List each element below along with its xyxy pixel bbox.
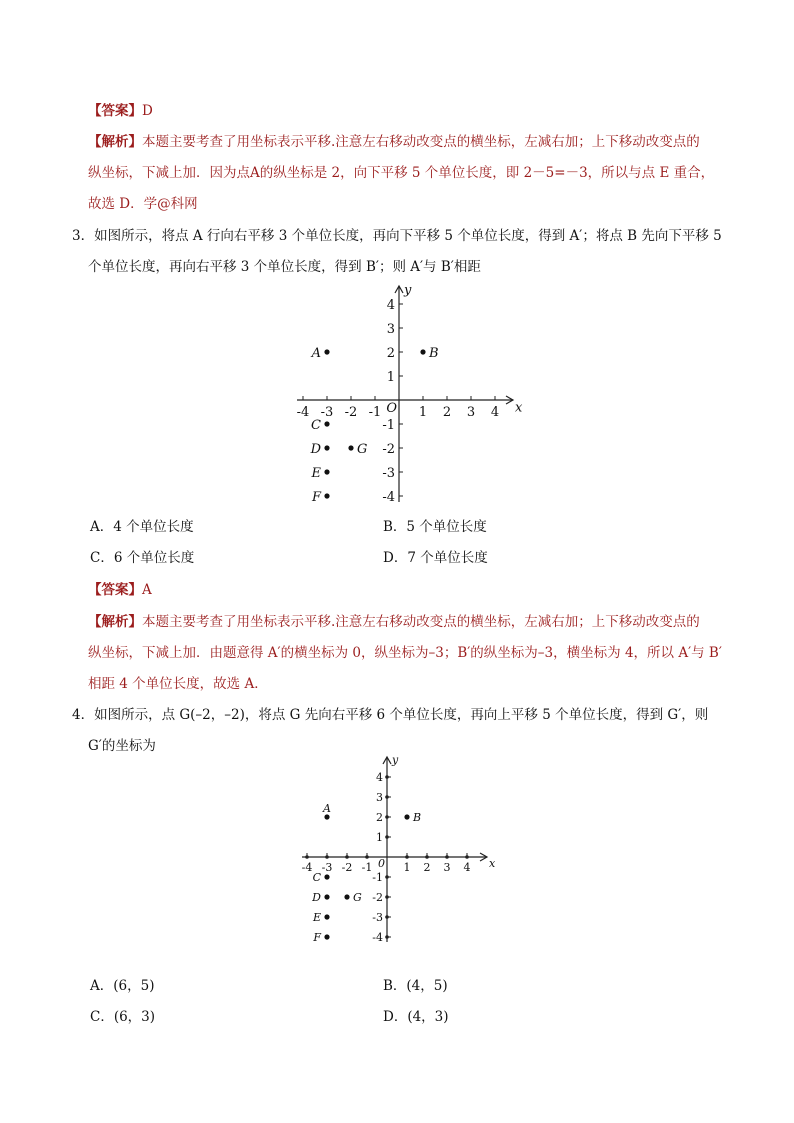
q4-option-d[interactable]: D．(4，3): [383, 1009, 449, 1025]
point-a: [324, 814, 329, 819]
y-tick-dot: [385, 775, 389, 779]
point-b: [404, 814, 409, 819]
point-label-a: A: [323, 802, 331, 815]
y-tick-label: -1: [372, 871, 383, 885]
q3-text-line-1: 3．如图所示，将点 A 行向右平移 3 个单位长度，再向下平移 5 个单位长度，得到 A′；将点 B 先向下平移 5: [72, 228, 722, 244]
q4-option-b[interactable]: B．(4，5): [383, 978, 448, 994]
point-label-e: E: [312, 911, 321, 925]
x-axis-label: x: [515, 400, 523, 416]
x-tick-dot: [405, 855, 409, 859]
x-tick-dot: [345, 855, 349, 859]
point-label-f: F: [311, 489, 321, 505]
q3-coordinate-chart: [292, 283, 522, 505]
y-tick-label: 1: [386, 369, 395, 385]
point-label-f: F: [313, 931, 321, 945]
point-label-b: B: [413, 811, 422, 825]
y-tick-label: -4: [372, 931, 383, 945]
y-tick-label: -1: [382, 417, 395, 433]
x-tick-dot: [325, 855, 329, 859]
q3-option-b[interactable]: B．5 个单位长度: [383, 519, 487, 535]
prev-analysis-line-3: 故选 D．学@科网: [88, 196, 198, 212]
x-tick-label: -2: [344, 405, 358, 420]
x-tick-label: 3: [466, 405, 476, 420]
y-tick-label: 3: [376, 791, 383, 805]
x-tick-label: 4: [463, 861, 471, 874]
x-tick-dot: [425, 855, 429, 859]
point-f: [324, 493, 329, 498]
point-d: [324, 894, 329, 899]
point-label-c: C: [312, 871, 321, 885]
point-g: [348, 445, 353, 450]
analysis-tag: 【解析】: [88, 614, 142, 630]
point-label-b: B: [429, 345, 439, 361]
point-a: [324, 349, 329, 354]
x-tick-label: -3: [320, 405, 334, 420]
y-tick-dot: [385, 935, 389, 939]
x-tick-label: -3: [321, 861, 333, 874]
point-e: [324, 469, 329, 474]
point-b: [420, 349, 425, 354]
point-label-g: G: [357, 441, 368, 457]
x-tick-dot: [305, 855, 309, 859]
point-label-e: E: [311, 465, 321, 481]
y-tick-label: 4: [386, 297, 395, 313]
y-tick-label: -3: [382, 465, 395, 481]
q3-option-c[interactable]: C．6 个单位长度: [90, 550, 195, 566]
origin-label: O: [386, 401, 397, 416]
y-axis-label: y: [404, 282, 412, 298]
x-tick-label: -1: [361, 861, 373, 874]
y-tick-label: 4: [376, 771, 383, 785]
x-tick-label: 1: [403, 861, 411, 874]
y-tick-dot: [385, 795, 389, 799]
q3-answer: [88, 580, 152, 600]
point-c: [324, 421, 329, 426]
y-tick-dot: [385, 875, 389, 879]
prev-answer: [88, 101, 153, 121]
q3-option-a[interactable]: A．4 个单位长度: [90, 519, 194, 535]
point-label-c: C: [311, 417, 321, 433]
q4-text-line-2: G′的坐标为: [88, 738, 156, 754]
x-tick-dot: [465, 855, 469, 859]
answer-value: A: [142, 582, 152, 598]
y-tick-label: 3: [386, 321, 395, 337]
y-axis-label: y: [392, 753, 399, 767]
y-tick-dot: [385, 895, 389, 899]
point-g: [344, 894, 349, 899]
x-tick-label: 2: [442, 405, 452, 420]
q4-text-line-1: 4．如图所示，点 G(–2，–2)，将点 G 先向右平移 6 个单位长度，再向上平移 5 个单位长度，得到 G′，则: [72, 707, 709, 723]
q4-option-c[interactable]: C．(6，3): [90, 1009, 156, 1025]
analysis-tag: 【解析】: [88, 134, 142, 150]
answer-tag: 【答案】: [88, 103, 142, 119]
answer-tag: 【答案】: [88, 582, 142, 598]
q3-analysis-line-1: [88, 612, 700, 632]
x-tick-label: -4: [296, 405, 310, 420]
x-tick-label: 3: [443, 861, 451, 874]
y-tick-dot: [385, 835, 389, 839]
q3-text-line-2: 个单位长度，再向右平移 3 个单位长度，得到 B′；则 A′与 B′相距: [88, 259, 481, 275]
y-tick-label: 2: [386, 345, 395, 361]
x-tick-dot: [445, 855, 449, 859]
y-tick-label: -2: [382, 441, 395, 457]
x-tick-label: 2: [423, 861, 431, 874]
prev-analysis-line-2: 纵坐标，下减上加．因为点A的纵坐标是 2，向下平移 5 个单位长度，即 2－5=－3，所以与点 E 重合，: [88, 165, 715, 181]
origin-label: 0: [378, 857, 385, 870]
point-label-d: D: [312, 891, 321, 905]
analysis-text: 本题主要考查了用坐标表示平移.注意左右移动改变点的横坐标，左减右加；上下移动改变点的: [142, 614, 700, 630]
q3-analysis-line-3: 相距 4 个单位长度，故选 A．: [88, 676, 268, 692]
y-tick-label: -2: [372, 891, 383, 905]
point-d: [324, 445, 329, 450]
q4-coordinate-chart: [285, 753, 500, 958]
x-tick-label: -2: [341, 861, 353, 874]
y-tick-label: 1: [376, 831, 383, 845]
analysis-text: 本题主要考查了用坐标表示平移.注意左右移动改变点的横坐标，左减右加；上下移动改变点的: [142, 134, 700, 150]
x-axis-label: x: [489, 856, 496, 870]
q3-analysis-line-2: 纵坐标，下减上加．由题意得 A′的横坐标为 0，纵坐标为–3；B′的纵坐标为–3，横坐标为 4，所以 A′与 B′: [88, 645, 722, 661]
answer-value: D: [142, 103, 153, 119]
q4-option-a[interactable]: A．(6，5): [90, 978, 155, 994]
x-tick-label: 1: [418, 405, 428, 420]
point-label-d: D: [310, 441, 321, 457]
q3-option-d[interactable]: D．7 个单位长度: [383, 550, 488, 566]
point-label-a: A: [311, 345, 321, 361]
point-e: [324, 914, 329, 919]
y-tick-label: 2: [376, 811, 383, 825]
y-tick-dot: [385, 915, 389, 919]
x-tick-dot: [365, 855, 369, 859]
prev-analysis-line-1: [88, 132, 700, 152]
x-tick-label: -1: [368, 405, 382, 420]
x-tick-label: -4: [301, 861, 313, 874]
y-tick-label: -4: [382, 489, 395, 505]
point-label-g: G: [353, 891, 362, 905]
y-tick-label: -3: [372, 911, 383, 925]
point-c: [324, 874, 329, 879]
y-tick-dot: [385, 815, 389, 819]
point-f: [324, 934, 329, 939]
x-tick-label: 4: [490, 405, 500, 420]
